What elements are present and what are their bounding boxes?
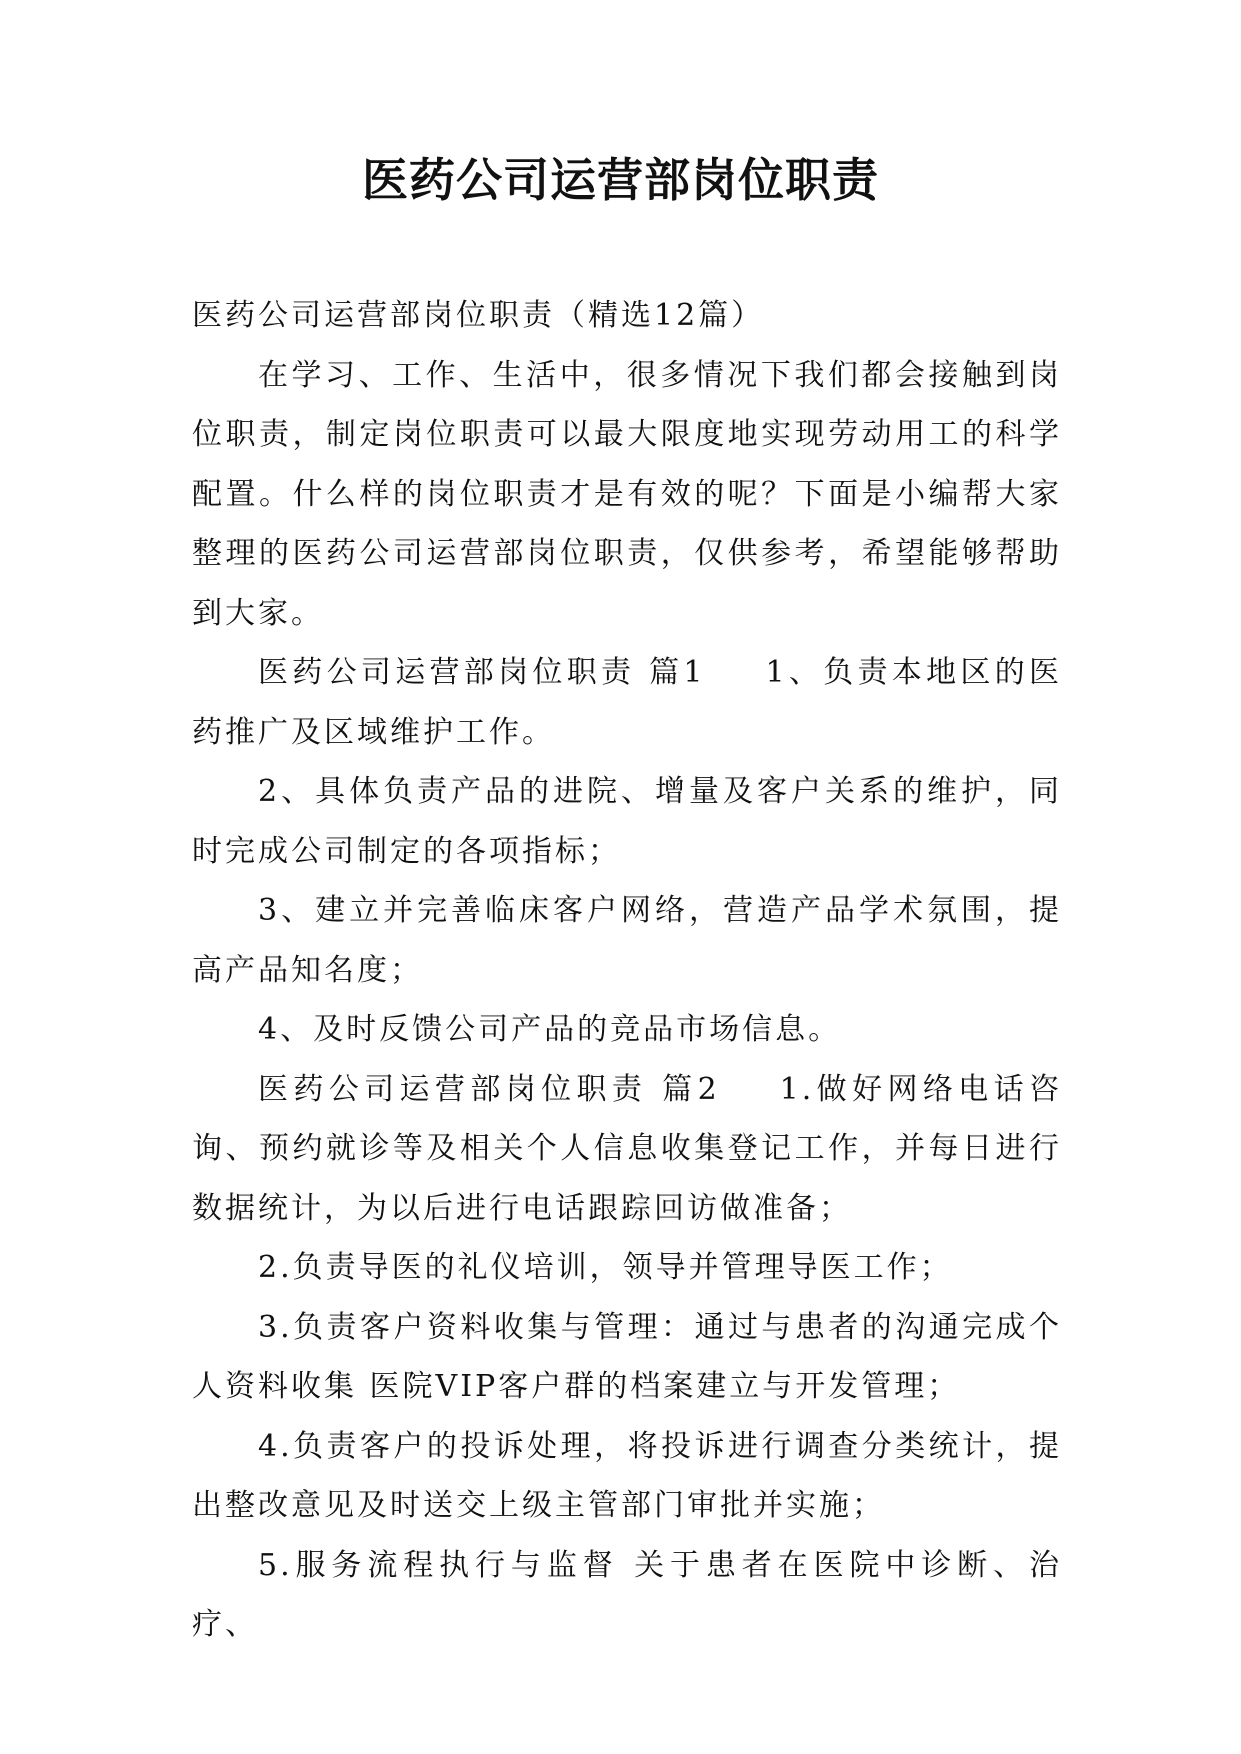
section-1-item-1: 1、负责本地区的医药推广及区域维护工作。 [192, 655, 1062, 750]
section-1-item-2: 2、具体负责产品的进院、增量及客户关系的维护，同时完成公司制定的各项指标； [192, 774, 1062, 869]
section-2-item-2: 2.负责导医的礼仪培训，领导并管理导医工作； [258, 1250, 953, 1285]
document-body [192, 286, 1062, 1655]
section-2-heading: 医药公司运营部岗位职责 篇2 [258, 1071, 720, 1107]
section-2-item-1: 1.做好网络电话咨询、预约就诊等及相关个人信息收集登记工作，并每日进行数据统计，为以后进行电话跟踪回访做准备； [192, 1071, 1063, 1226]
section-1-item-3: 3、建立并完善临床客户网络，营造产品学术氛围，提高产品知名度； [192, 893, 1062, 988]
document-subtitle: 医药公司运营部岗位职责（精选12篇） [192, 298, 765, 333]
section-2-first-paragraph [192, 1060, 1062, 1239]
intro-paragraph: 在学习、工作、生活中，很多情况下我们都会接触到岗位职责，制定岗位职责可以最大限度地实现劳动用工的科学配置。什么样的岗位职责才是有效的呢？下面是小编帮大家整理的医药公司运营部岗位职责，仅供参考，希望能够帮助到大家。 [192, 357, 1062, 631]
section-1-first-paragraph [192, 643, 1062, 762]
section-2-item-3: 3.负责客户资料收集与管理：通过与患者的沟通完成个人资料收集 医院VIP客户群的档案建立与开发管理； [192, 1309, 1062, 1404]
section-1-heading: 医药公司运营部岗位职责 篇1 [258, 655, 706, 690]
section-2-item-5: 5.服务流程执行与监督 关于患者在医院中诊断、治疗、 [192, 1547, 1062, 1642]
section-1-item-4: 4、及时反馈公司产品的竞品市场信息。 [258, 1012, 842, 1047]
section-2-item-4: 4.负责客户的投诉处理，将投诉进行调查分类统计，提出整改意见及时送交上级主管部门审批并实施； [192, 1428, 1062, 1523]
document-title: 医药公司运营部岗位职责 [362, 153, 879, 207]
